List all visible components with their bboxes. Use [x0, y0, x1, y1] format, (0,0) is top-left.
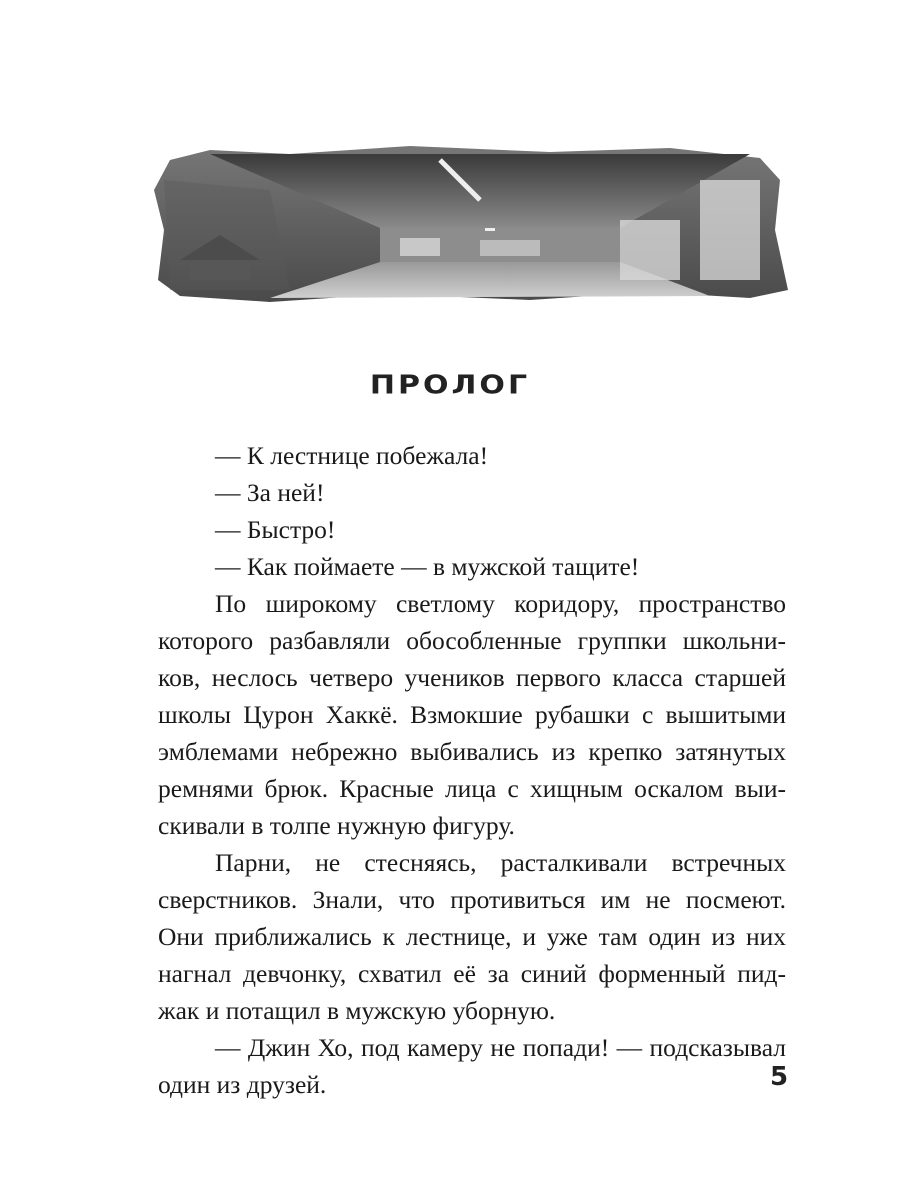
text-line: — Быстро! [215, 515, 336, 544]
chapter-body-text [158, 437, 789, 1103]
text-line: нагнал девчонку, схватил её за синий форменный пид- [158, 959, 786, 988]
text-line: сверстников. Знали, что противиться им не посмеют. [158, 885, 786, 914]
chapter-illustration-school-hallway [150, 140, 790, 310]
page-number: 5 [770, 1062, 789, 1092]
text-line: ков, неслось четверо учеников первого класса старшей [158, 663, 786, 692]
text-line: По широкому светлому коридору, пространство [215, 589, 786, 618]
text-line: Парни, не стесняясь, расталкивали встречных [215, 848, 786, 877]
text-line: которого разбавляли обособленные группки школьни- [158, 626, 786, 655]
chapter-title: ПРОЛОГ [369, 370, 531, 401]
text-line: Они приближались к лестнице, и уже там один из них [158, 922, 786, 951]
text-line: ремнями брюк. Красные лица с хищным оскалом выи- [158, 774, 786, 803]
text-line: жак и потащил в мужскую уборную. [158, 996, 556, 1025]
text-line: скивали в толпе нужную фигуру. [158, 811, 515, 840]
text-line: эмблемами небрежно выбивались из крепко затянутых [158, 737, 786, 766]
text-line: один из друзей. [158, 1070, 327, 1099]
text-line: — За ней! [215, 478, 325, 507]
text-line: — Джин Хо, под камеру не попади! — подсказывал [215, 1033, 786, 1062]
text-line: школы Цурон Хаккё. Взмокшие рубашки с вышитыми [158, 700, 786, 729]
text-line: — Как поймаете — в мужской тащите! [215, 552, 640, 581]
text-line: — К лестнице побежала! [215, 441, 489, 470]
